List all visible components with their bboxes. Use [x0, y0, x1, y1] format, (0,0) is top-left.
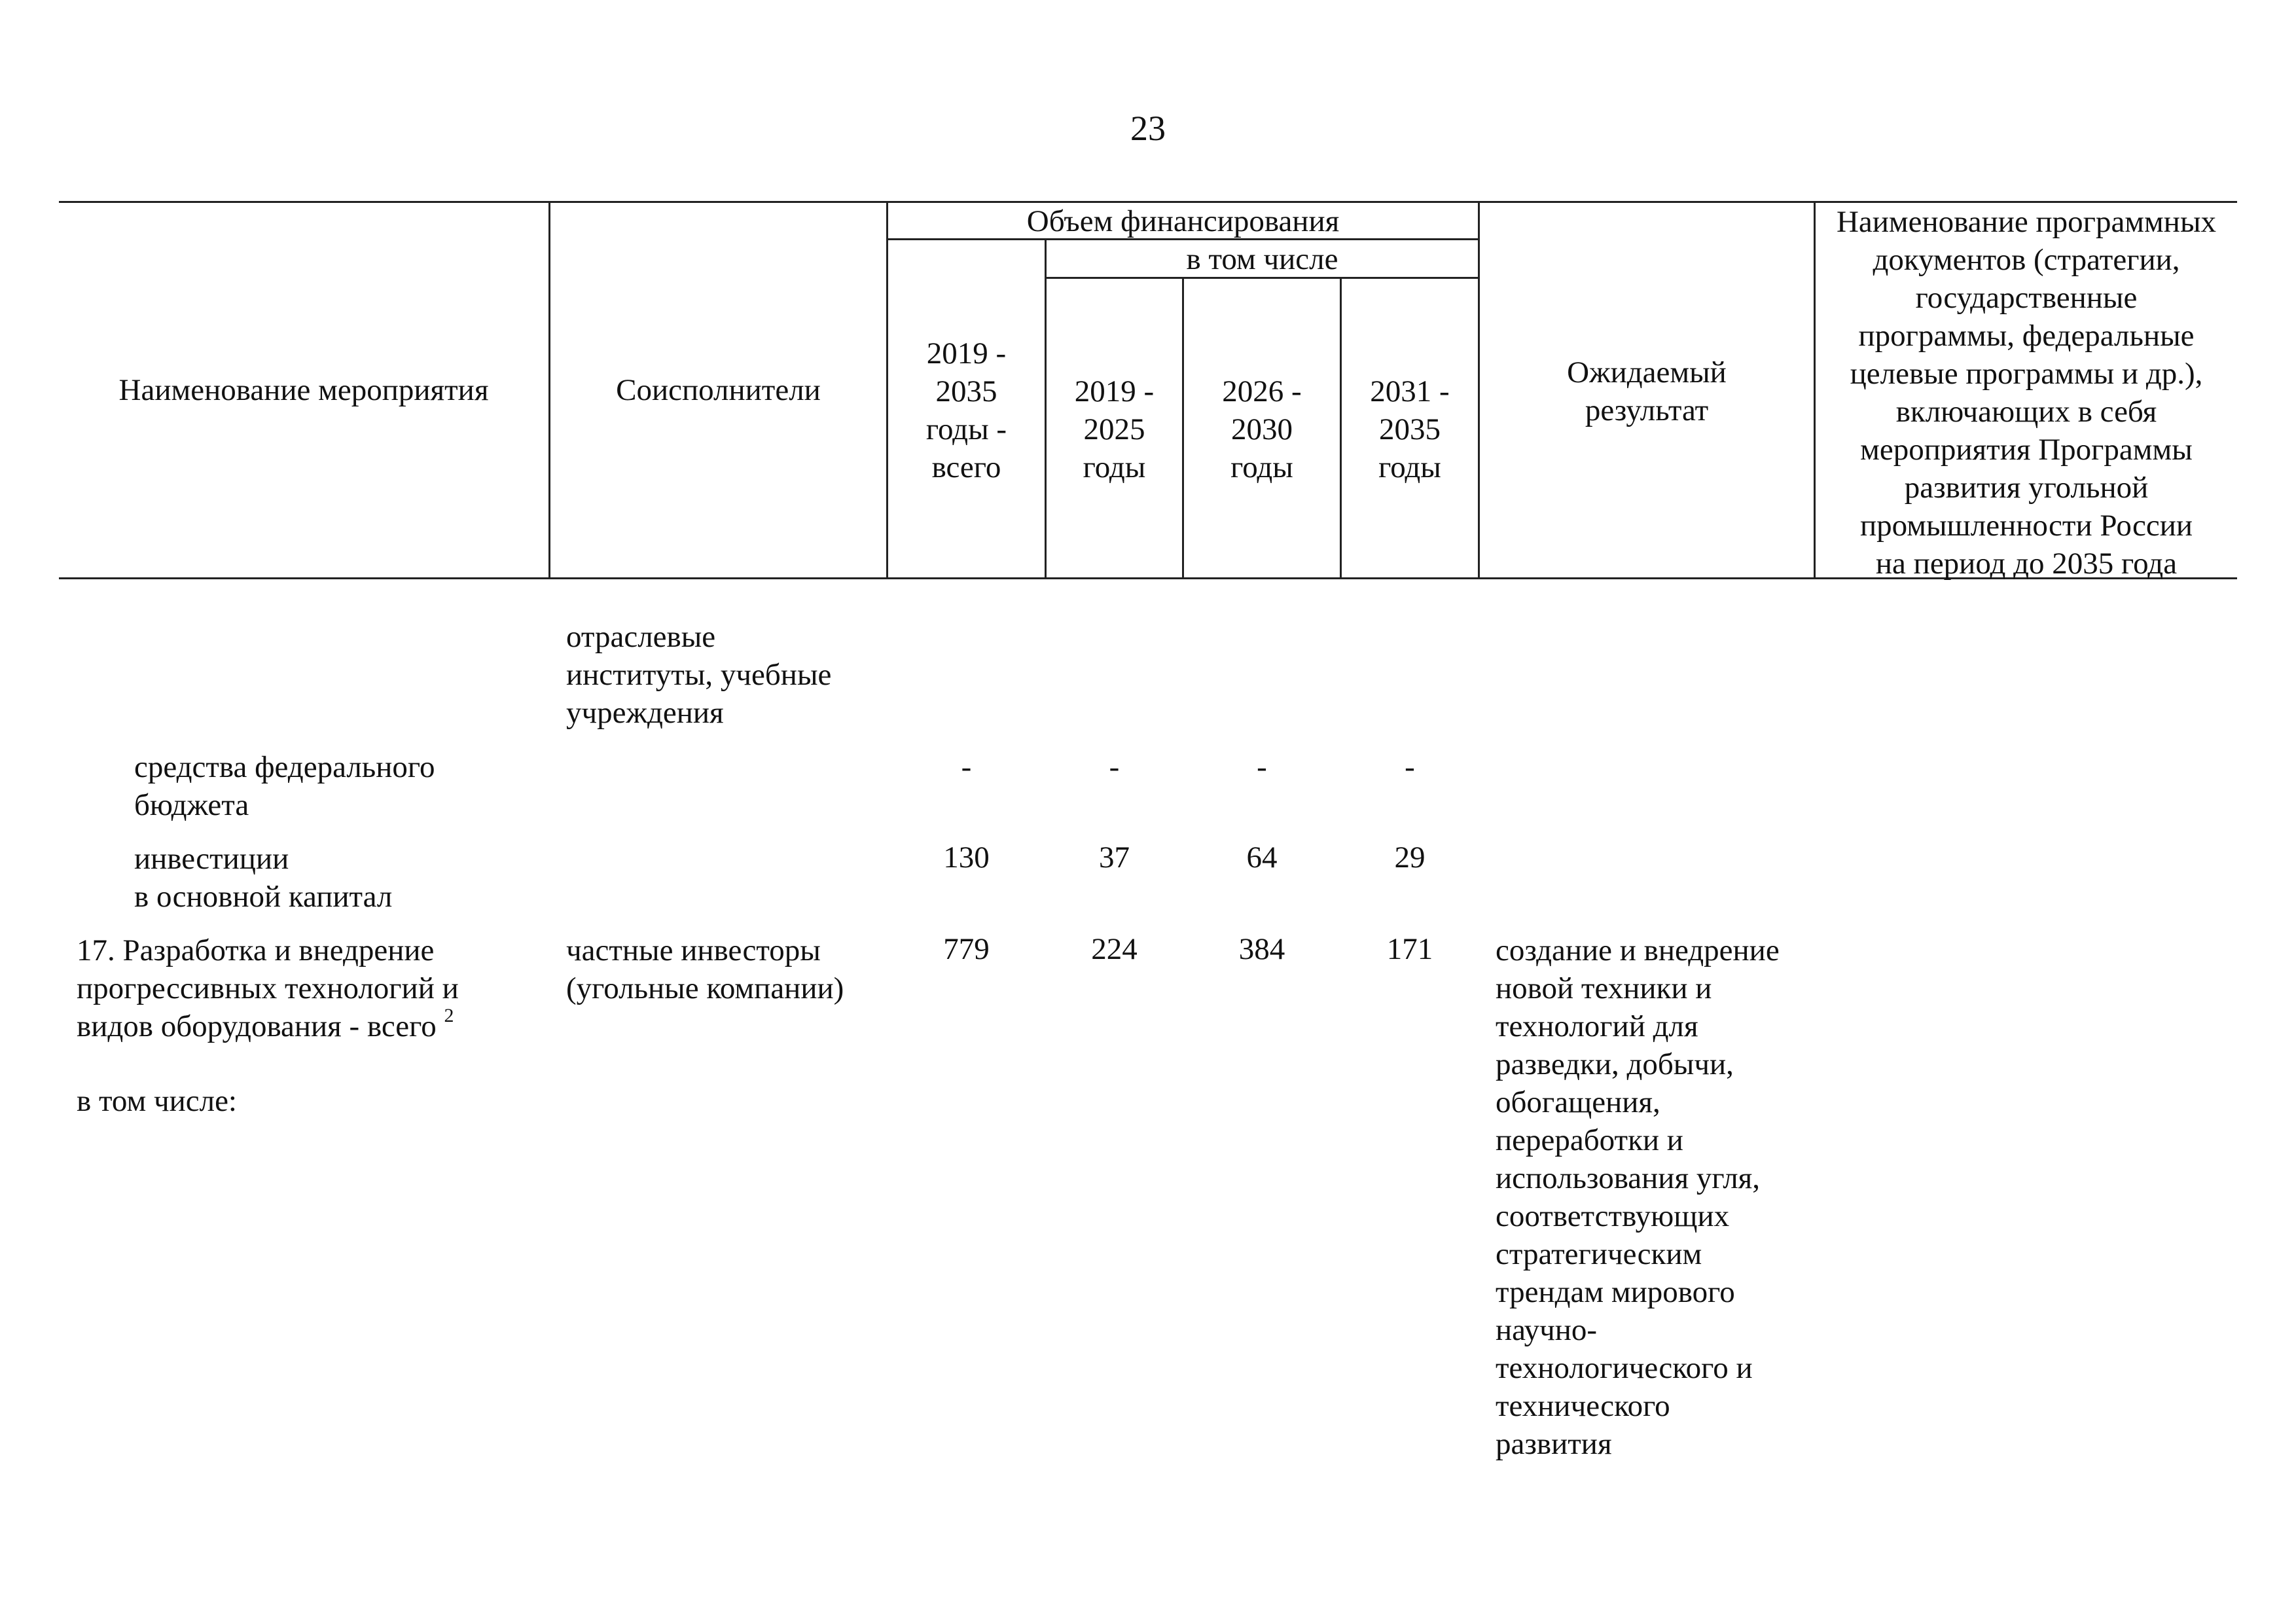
header-result: Ожидаемый результат: [1567, 355, 1727, 427]
item17-name: [77, 931, 548, 1045]
header-funding: Объем финансирования: [1026, 204, 1340, 238]
capital-investment-total: 130: [943, 840, 990, 875]
federal-budget-name: средства федерального бюджета: [134, 750, 435, 822]
item17-2031-2035: 171: [1386, 932, 1433, 966]
federal-budget-2026-2030: -: [1257, 750, 1267, 784]
item17-total: 779: [943, 932, 990, 966]
federal-budget-2031-2035: -: [1405, 750, 1415, 784]
item17-footnote: 2: [444, 1005, 454, 1026]
header-total: 2019 - 2035 годы - всего: [925, 336, 1007, 484]
page-number: 23: [1130, 109, 1166, 148]
capital-investment-2026-2030: 64: [1246, 840, 1278, 875]
institutes-coexecutors: отраслевые институты, учебные учреждения: [566, 620, 832, 730]
header-period-2031-2035: 2031 - 2035 годы: [1370, 374, 1450, 484]
capital-investment-name: инвестиции в основной капитал: [134, 842, 393, 914]
header-period-2019-2025: 2019 - 2025 годы: [1074, 374, 1155, 484]
item17-name-text: 17. Разработка и внедрение прогрессивных технологий и видов оборудования - всего: [77, 933, 459, 1043]
item17-2026-2030: 384: [1238, 932, 1285, 966]
header-period-2026-2030: 2026 - 2030 годы: [1222, 374, 1302, 484]
item17-including: в том числе:: [77, 1084, 237, 1118]
header-documents: Наименование программных документов (стратегии, государственные программы, федеральные целевые программы и др.), включающих в себя мероприятия Программы развития угольной промышленности России на период до 2035 года: [1836, 205, 2217, 581]
capital-investment-2031-2035: 29: [1394, 840, 1426, 875]
item17-result: создание и внедрение новой техники и технологий для разведки, добычи, обогащения, переработки и использования угля, соответствующих стратегическим трендам мирового научно- технологического и технического развития: [1496, 933, 1780, 1461]
federal-budget-2019-2025: -: [1109, 750, 1120, 784]
item17-2019-2025: 224: [1091, 932, 1138, 966]
header-activity: Наименование мероприятия: [118, 373, 489, 407]
federal-budget-total: -: [961, 750, 972, 784]
header-coexecutors: Соисполнители: [616, 373, 821, 407]
capital-investment-2019-2025: 37: [1099, 840, 1130, 875]
item17-coexecutors: частные инвесторы (угольные компании): [566, 933, 844, 1005]
header-including: в том числе: [1186, 242, 1338, 276]
